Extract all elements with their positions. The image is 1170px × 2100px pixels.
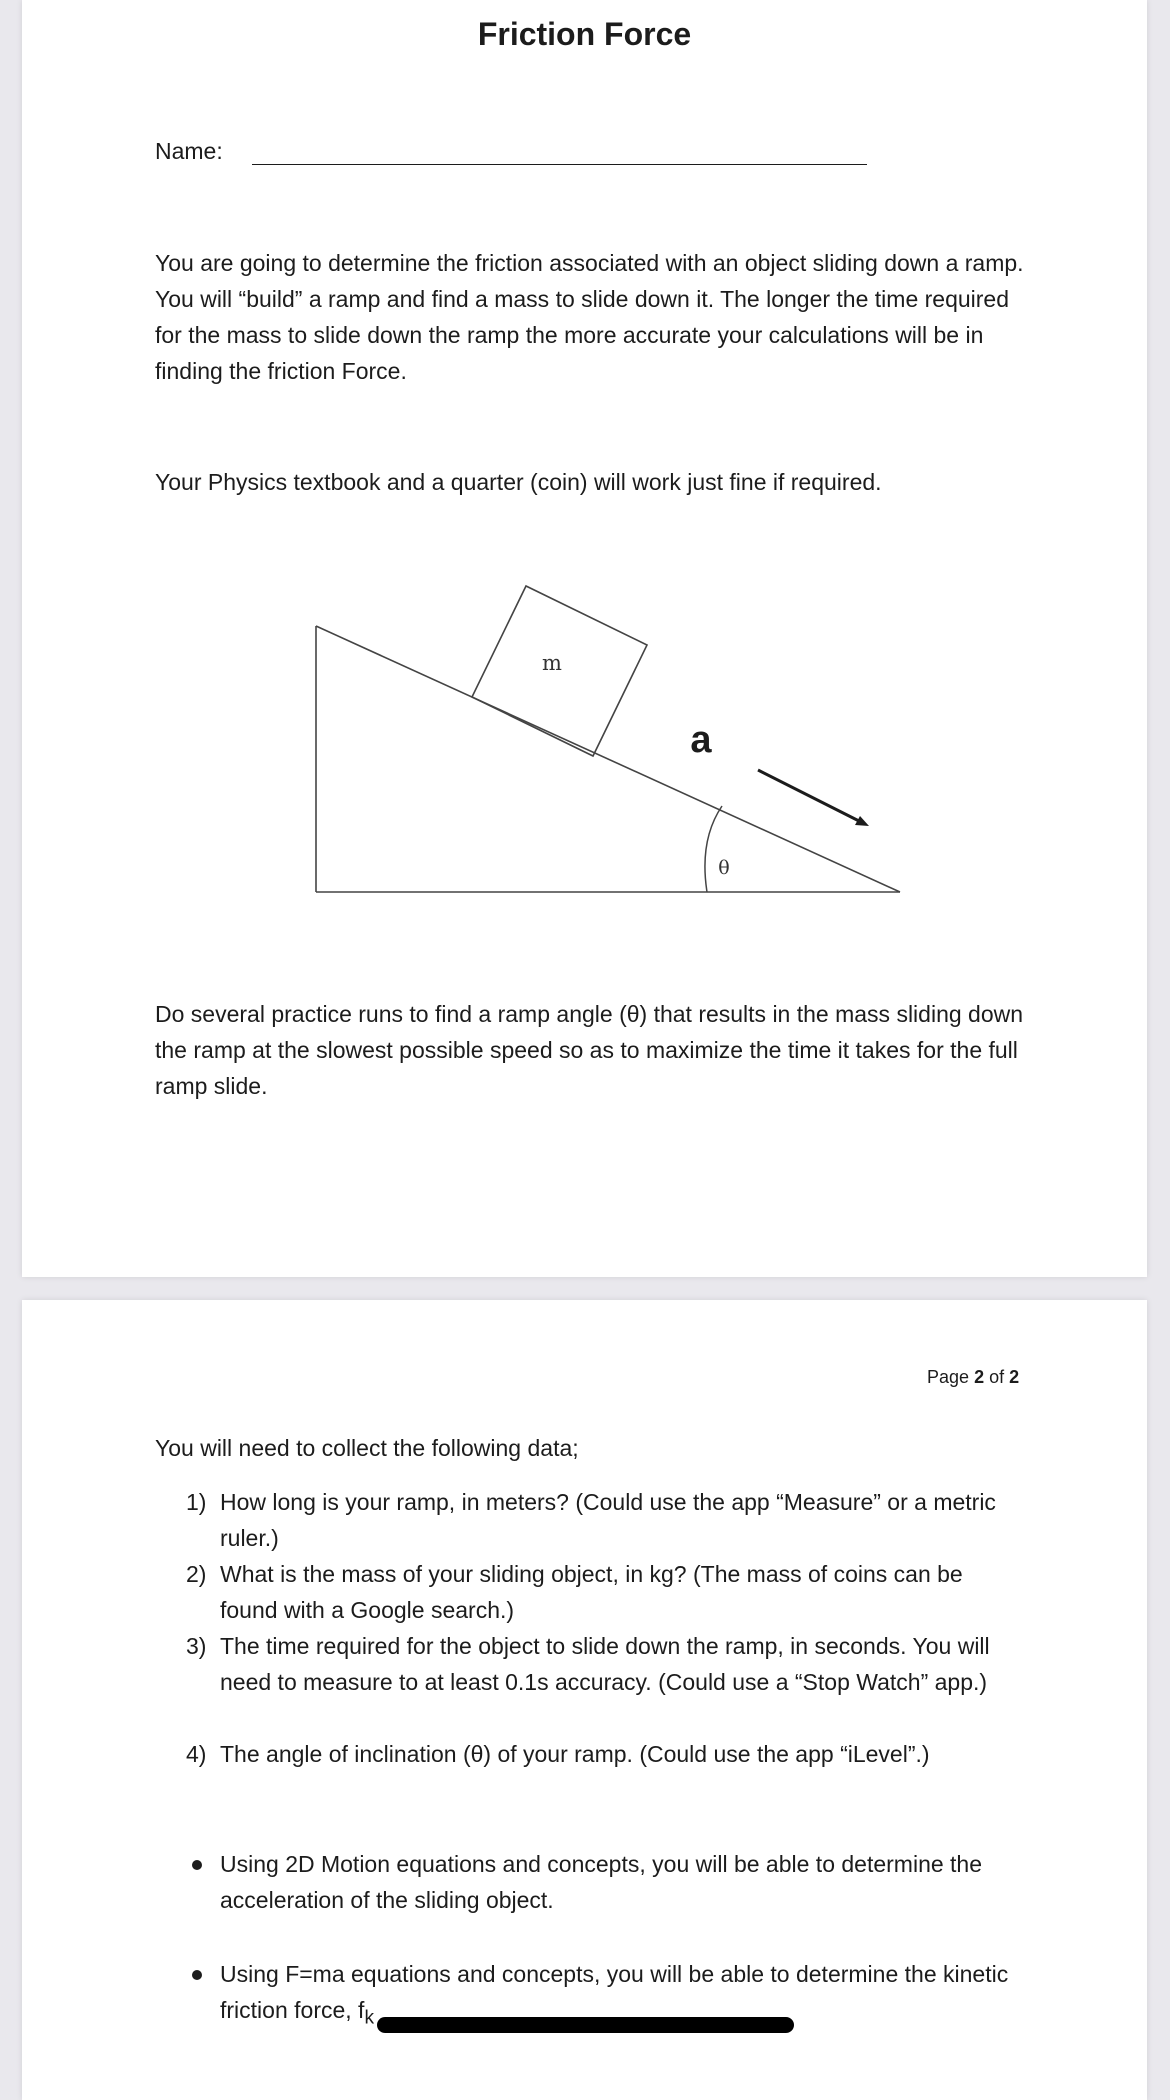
page-total: 2 — [1009, 1367, 1020, 1387]
document-page-1 — [22, 0, 1147, 1277]
mass-label: m — [542, 651, 562, 675]
name-blank-line — [252, 164, 867, 165]
ramp-incline — [316, 626, 900, 892]
textbook-note: Your Physics textbook and a quarter (coin) will work just fine if required. — [155, 469, 882, 495]
document-page-2 — [22, 1300, 1147, 2100]
list-text: How long is your ramp, in meters? (Could use the app “Measure” or a metric ruler.) — [220, 1489, 996, 1551]
bullet-item — [188, 1846, 1038, 1918]
bullet-dot-icon — [192, 1970, 202, 1980]
list-item — [186, 1484, 1026, 1556]
angle-label: θ — [718, 857, 730, 879]
page-current: 2 — [974, 1367, 985, 1387]
list-item — [186, 1628, 1026, 1700]
page-of-word: of — [989, 1367, 1005, 1387]
acceleration-arrow — [758, 770, 861, 822]
bullet-text: Using 2D Motion equations and concepts, you will be able to determine the acceleration of the sliding object. — [220, 1851, 983, 1913]
list-number: 4) — [186, 1741, 207, 1767]
list-item — [186, 1736, 1026, 1772]
list-number: 1) — [186, 1489, 207, 1515]
bullet-dot-icon — [192, 1860, 202, 1870]
list-text: What is the mass of your sliding object, in kg? (The mass of coins can be found with a Google search.) — [220, 1561, 963, 1623]
intro-paragraph: You are going to determine the friction associated with an object sliding down a ramp. You will “build” a ramp and find a mass to slide down it. The longer the time required for the mass to slide down the ramp the more accurate your calculations will be in finding the friction Force. — [155, 250, 1024, 384]
list-number: 3) — [186, 1633, 207, 1659]
name-label: Name: — [155, 138, 223, 164]
bullet-subscript: k — [364, 2007, 375, 2029]
practice-paragraph: Do several practice runs to find a ramp angle (θ) that results in the mass sliding down the ramp at the slowest possible speed so as to maximize the time it takes for the full ramp slide. — [155, 1001, 1024, 1099]
list-number: 2) — [186, 1561, 207, 1587]
page-number — [927, 1367, 1019, 1388]
list-text: The time required for the object to slide down the ramp, in seconds. You will need to measure to at least 0.1s accuracy. (Could use a “Stop Watch” app.) — [220, 1633, 990, 1695]
collect-data-intro: You will need to collect the following data; — [155, 1435, 579, 1461]
list-item — [186, 1556, 1026, 1628]
page-word: Page — [927, 1367, 970, 1387]
page-title: Friction Force — [477, 16, 692, 52]
inclined-plane-diagram — [293, 570, 933, 910]
bullet-text-main: Using F=ma equations and concepts, you will be able to determine the kinetic friction force, f — [220, 1961, 1009, 2023]
angle-arc — [705, 806, 722, 892]
list-text: The angle of inclination (θ) of your ramp. (Could use the app “iLevel”.) — [220, 1741, 930, 1767]
acceleration-label: a — [690, 719, 712, 761]
home-indicator[interactable] — [377, 2017, 794, 2033]
